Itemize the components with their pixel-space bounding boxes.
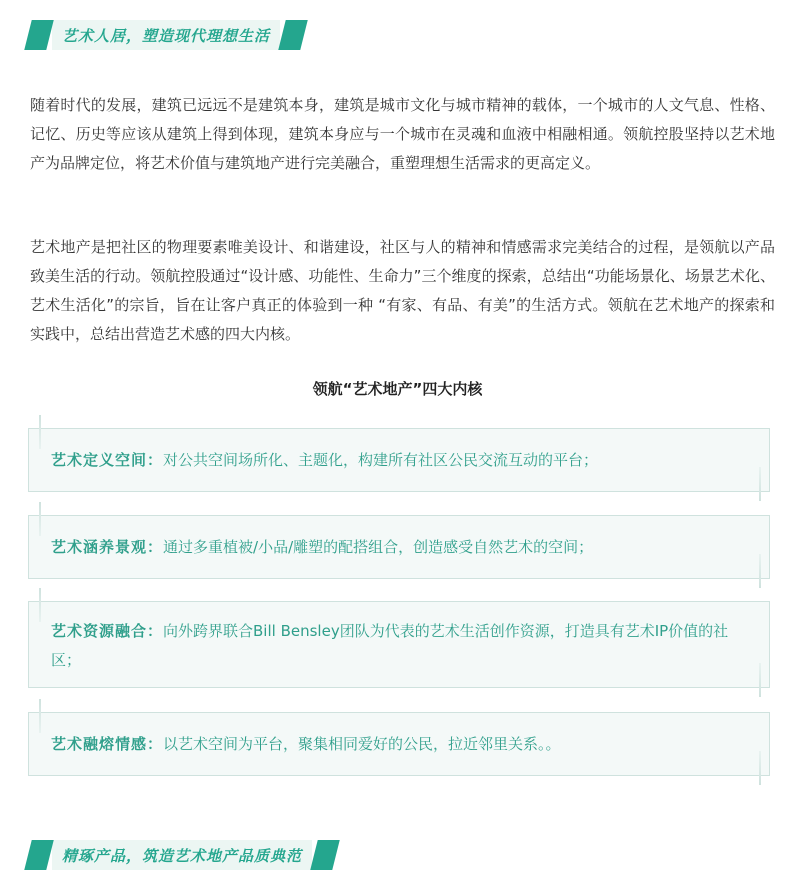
header-slant-right (278, 20, 307, 50)
section-header-2 (28, 840, 336, 870)
core-card-text (29, 446, 769, 475)
core-card-text (29, 533, 769, 562)
header-bar (52, 840, 312, 870)
section-title: 精琢产品，筑造艺术地产品质典范 (62, 846, 303, 865)
core-description: 以艺术空间为平台，聚集相同爱好的公民，拉近邻里关系。。 (163, 735, 561, 753)
core-card (28, 601, 770, 688)
intro-paragraph-2: 艺术地产是把社区的物理要素唯美设计、和谐建设，社区与人的精神和情感需求完美结合的过程，是领航以产品致美生活的行动。领航控股通过“设计感、功能性、生命力”三个维度的探索，总结出“功能场景化、场景艺术化、艺术生活化”的宗旨，旨在让客户真正的体验到一种 “有家、有品、有美”的生活方式。领航在艺术地产的探索和实践中，总结出营造艺术感的四大内核。 (30, 238, 775, 343)
header-slant-left (24, 840, 53, 870)
intro-paragraph-1: 随着时代的发展，建筑已远远不是建筑本身，建筑是城市文化与城市精神的载体，一个城市的人文气息、性格、记忆、历史等应该从建筑上得到体现，建筑本身应与一个城市在灵魂和血液中相融相通。领航控股坚持以艺术地产为品牌定位，将艺术价值与建筑地产进行完美融合，重塑理想生活需求的更高定义。 (30, 96, 775, 172)
core-card (28, 515, 770, 579)
core-description: 通过多重植被/小品/雕塑的配搭组合，创造感受自然艺术的空间； (163, 538, 594, 556)
header-slant-right (310, 840, 339, 870)
header-bar (52, 20, 280, 50)
core-label: 艺术融熔情感： (51, 735, 164, 753)
section-title: 艺术人居，塑造现代理想生活 (62, 26, 271, 45)
core-card-text (29, 617, 769, 675)
core-description: 向外跨界联合Bill Bensley团队为代表的艺术生活创作资源，打造具有艺术IP价值的社区； (51, 622, 729, 669)
core-card (28, 428, 770, 492)
section-header-1 (28, 20, 304, 50)
core-card-text (29, 730, 769, 759)
core-label: 艺术涵养景观： (51, 538, 164, 556)
cores-title: 领航“艺术地产”四大内核 (312, 380, 483, 398)
core-label: 艺术资源融合： (51, 622, 164, 640)
core-label: 艺术定义空间： (51, 451, 164, 469)
core-description: 对公共空间场所化、主题化，构建所有社区公民交流互动的平台； (163, 451, 599, 469)
header-slant-left (24, 20, 53, 50)
core-card (28, 712, 770, 776)
